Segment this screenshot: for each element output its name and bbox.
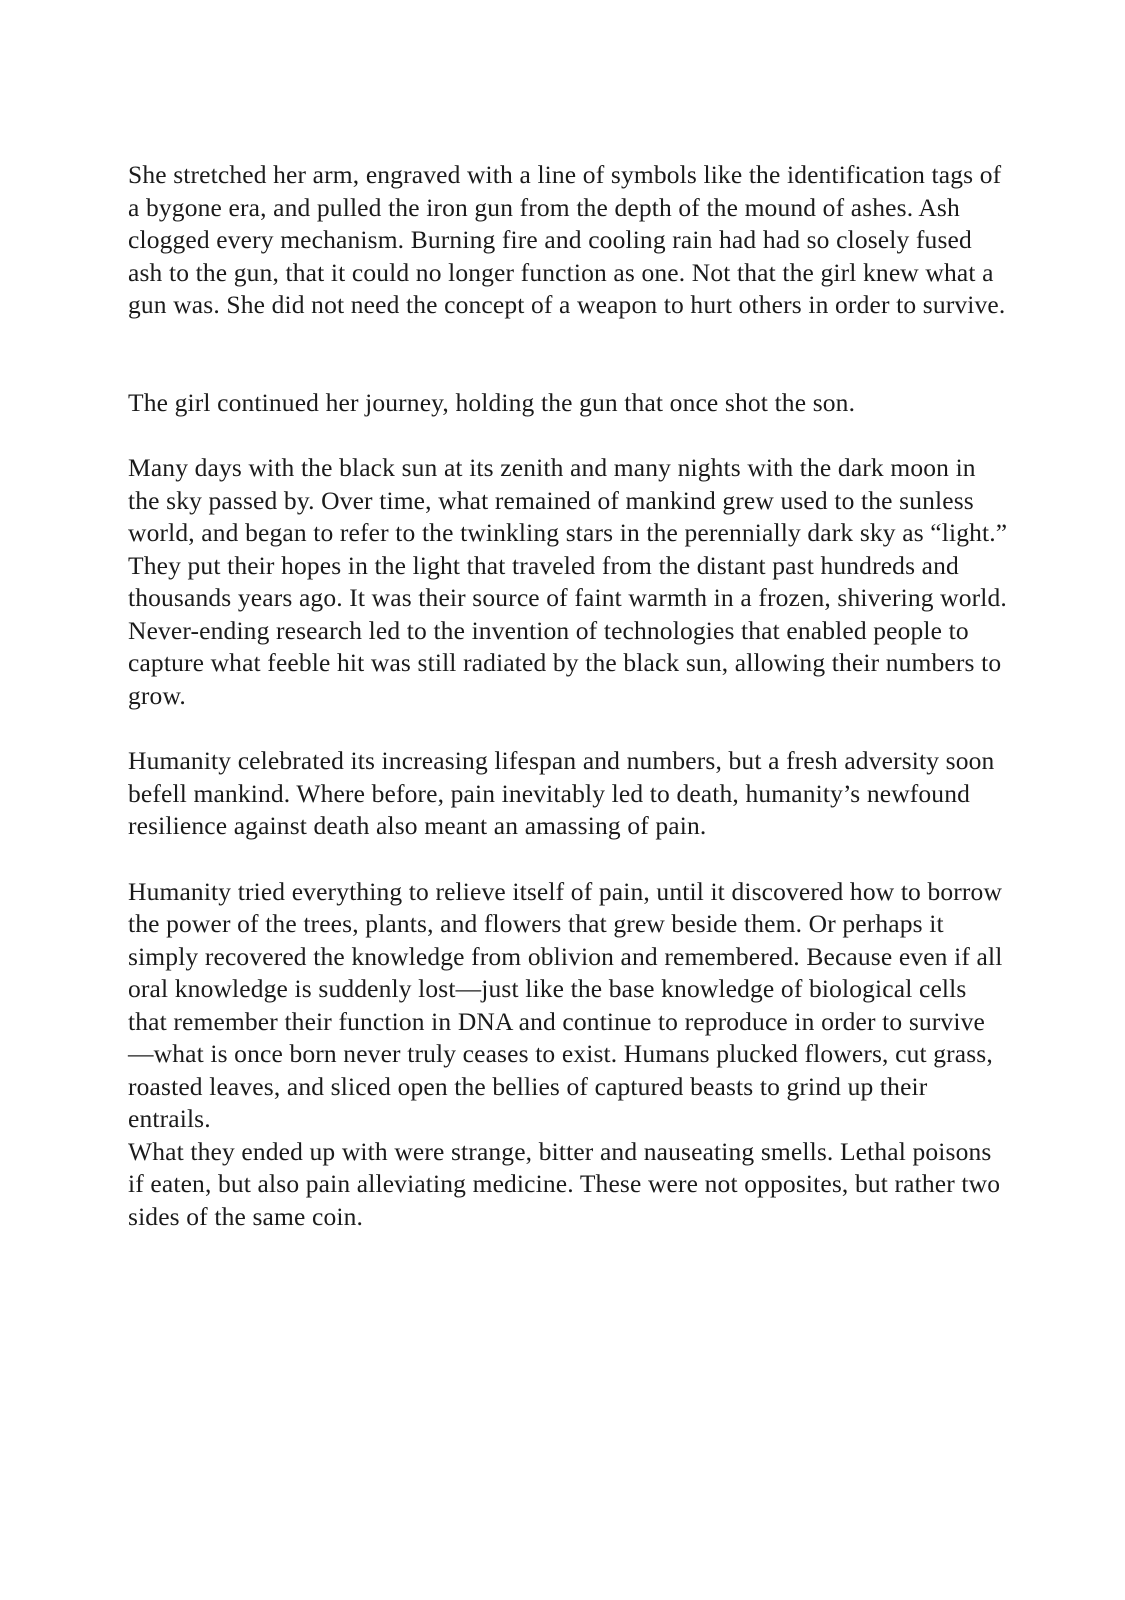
paragraph-poison-medicine: What they ended up with were strange, bitter and nauseating smells. Lethal poisons if eaten, but also pain alleviating medicine. These were not opposites, but rather two sides of the same coin. xyxy=(128,1136,1001,1231)
paragraph-gun-from-ashes: She stretched her arm, engraved with a line of symbols like the identification tags of a bygone era, and pulled the iron gun from the depth of the mound of ashes. Ash clogged every mechanism. Burning fire and cooling rain had had so closely fused ash to the gun, that it could no longer function as one. Not that the girl knew what a gun was. She did not need the concept of a weapon to hurt others in order to survive. xyxy=(128,160,1006,319)
paragraph-relieve-pain: Humanity tried everything to relieve itself of pain, until it discovered how to borrow the power of the trees, plants, and flowers that grew beside them. Or perhaps it simply recovered the knowledge from oblivion and remembered. Because even if all oral knowledge is suddenly lost—just like the base knowledge of biological cells that remember their function in DNA and continue to reproduce in order to survive—what is once born never truly ceases to exist. Humans plucked flowers, cut grass, roasted leaves, and sliced open the bellies of captured beasts to grind up their entrails. xyxy=(128,876,1003,1133)
paragraph-amassing-pain: Humanity celebrated its increasing lifespan and numbers, but a fresh adversity soon befell mankind. Where before, pain inevitably led to death, humanity’s newfound resilience against death also meant an amassing of pain. xyxy=(128,746,995,840)
paragraph-journey: The girl continued her journey, holding the gun that once shot the son. xyxy=(128,387,856,417)
paragraph-black-sun: Many days with the black sun at its zenith and many nights with the dark moon in the sky passed by. Over time, what remained of mankind grew used to the sunless world, and began to refer to the twinkling stars in the perennially dark sky as “light.” They put their hopes in the light that traveled from the distant past hundreds and thousands years ago. It was their source of faint warmth in a frozen, shivering world. Never-ending research led to the invention of technologies that enabled people to capture what feeble hit was still radiated by the black sun, allowing their numbers to grow. xyxy=(128,453,1008,710)
document-body xyxy=(128,159,1008,1233)
